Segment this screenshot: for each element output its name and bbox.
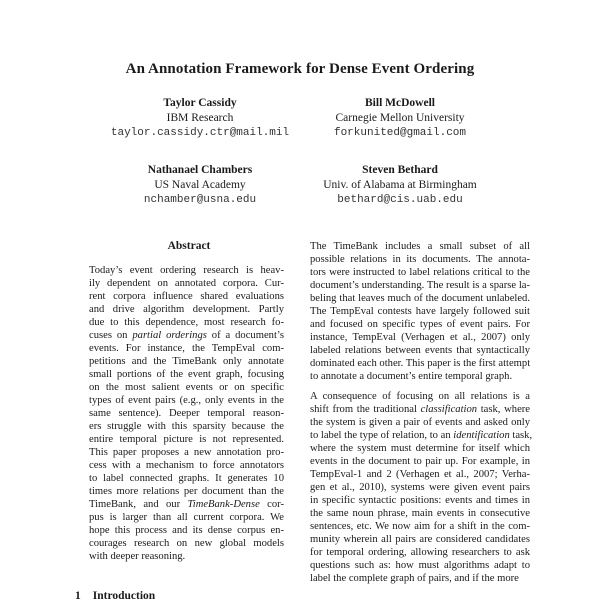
text-line: to annotate a document’s entire temporal graph.	[310, 371, 513, 382]
text-line: ers struggle with this sparsity because the	[89, 421, 284, 432]
author-block	[280, 163, 520, 208]
text-line: and drive algorithm development. Partly	[89, 304, 284, 315]
text-line: courages research on new global models	[89, 538, 284, 549]
abstract-body	[89, 264, 284, 563]
body-paragraph	[310, 240, 530, 383]
text-line: labeled relations between events that syntactically	[310, 345, 530, 356]
author-name: Bill McDowell	[365, 97, 435, 109]
text-line: with deeper reasoning.	[89, 551, 186, 562]
section-heading	[75, 590, 155, 602]
text-line: entire temporal picture is not represented.	[89, 434, 284, 445]
text-line: the same noun phrase, main events in consecutive	[310, 508, 530, 519]
text-line: A consequence of focusing on all relations is a	[310, 391, 530, 402]
author-name: Nathanael Chambers	[147, 164, 253, 176]
text-line: document’s understanding. The result is a sparse la-	[310, 280, 530, 291]
text-line: on the most salient events or on specific	[89, 382, 284, 393]
text-line: cuses on partial orderings of a document’s	[89, 330, 284, 341]
text-line: dominated each other. This paper is the first attempt	[310, 358, 531, 369]
text-line: TempEval-1 and 2 (Verhagen et al., 2007; Verha-	[310, 469, 530, 480]
section-title: Introduction	[92, 590, 156, 602]
abstract-heading: Abstract	[167, 240, 211, 252]
text-line: tors were instructed to label relations critical to the	[310, 267, 530, 278]
text-line: sentences, etc. We now aim for a shift in the com-	[310, 521, 530, 532]
text-line: gen et al., 2010), systems were given event pairs	[310, 482, 530, 493]
text-line: times more relations per document than the	[89, 486, 284, 497]
author-email: bethard@cis.uab.edu	[337, 194, 463, 206]
paper-title: An Annotation Framework for Dense Event Ordering	[125, 61, 475, 77]
text-line: events in the document to pair up. For example, in	[310, 456, 530, 467]
text-line: where the system must determine for itself which	[310, 443, 530, 454]
text-line: petitions and the TimeBank only annotate	[89, 356, 284, 367]
text-line: types of event pairs (e.g., only events in the	[89, 395, 284, 406]
text-line: shift from the traditional classification task, where	[310, 404, 530, 415]
text-line: questions such as: how must algorithms adapt to	[310, 560, 530, 571]
text-line: rent corpora influence shared evaluations	[89, 291, 284, 302]
author-affiliation: Carnegie Mellon University	[335, 112, 465, 124]
author-affiliation: US Naval Academy	[154, 179, 246, 191]
text-line: to label connected graphs. It generates 10	[89, 473, 284, 484]
text-line: beling that leaves much of the document unlabeled.	[310, 293, 530, 304]
author-affiliation: IBM Research	[166, 112, 234, 124]
author-name: Steven Bethard	[362, 164, 438, 176]
text-line: same sentence). Deeper temporal reason-	[89, 408, 284, 419]
text-line: This paper proposes a new annotation pro-	[89, 447, 284, 458]
text-line: Today’s event ordering research is heav-	[89, 265, 284, 276]
text-line: TimeBank, and our TimeBank-Dense cor-	[89, 499, 284, 510]
author-affiliation: Univ. of Alabama at Birmingham	[323, 179, 477, 191]
body-paragraph	[310, 390, 533, 585]
text-line: pus is larger than all current corpora. We	[89, 512, 284, 523]
text-line: munity wherein all pairs are considered candidates	[310, 534, 530, 545]
text-line: ily dependent on annotated corpora. Cur-	[89, 278, 284, 289]
author-email: taylor.cassidy.ctr@mail.mil	[110, 127, 290, 139]
text-line: events. For instance, the TempEval com-	[89, 343, 284, 354]
text-line: due to this dependence, most research fo-	[89, 317, 284, 328]
text-line: The TempEval contests have largely followed suit	[310, 306, 530, 317]
text-line: in specific syntactic positions: events and times in	[310, 495, 530, 506]
text-line: hope this process and its dense corpus en-	[89, 525, 284, 536]
section-number: 1	[75, 590, 81, 602]
text-line: to label the type of relation, to an identification task,	[310, 430, 533, 441]
text-line: The TimeBank includes a small subset of all	[310, 241, 530, 252]
text-line: label the complete graph of pairs, and if the more	[310, 573, 519, 584]
text-line: small portions of the event graph, focusing	[89, 369, 284, 380]
text-line: for temporal ordering, allowing researchers to ask	[310, 547, 530, 558]
text-line: instance, TempEval (Verhagen et al., 2007) only	[310, 332, 530, 343]
author-block	[280, 96, 520, 141]
author-email: nchamber@usna.edu	[143, 194, 257, 206]
text-line: possible relations in its documents. The annota-	[310, 254, 530, 265]
text-line: and focused on specific types of event pairs. For	[310, 319, 530, 330]
text-line: the system is given a pair of events and asked only	[310, 417, 530, 428]
right-column	[310, 240, 533, 585]
author-email: forkunited@gmail.com	[333, 127, 467, 139]
text-line: cess with a mechanism to force annotators	[89, 460, 284, 471]
author-name: Taylor Cassidy	[163, 97, 237, 109]
